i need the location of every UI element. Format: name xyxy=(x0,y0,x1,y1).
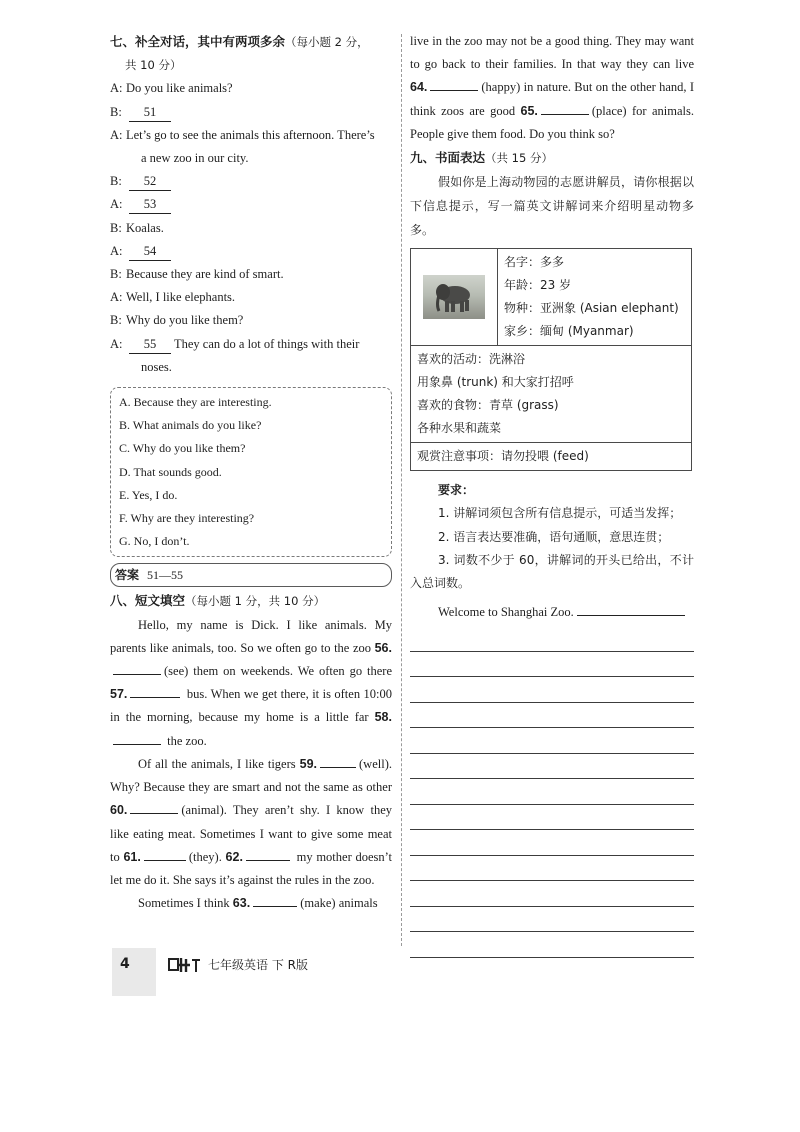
hint-61: (they). xyxy=(188,849,222,864)
section7-title: 七、补全对话，其中有两项多余 xyxy=(110,34,286,49)
dialogue-line xyxy=(110,170,392,193)
dialogue-text: Because they are kind of smart. xyxy=(126,267,284,282)
options-list xyxy=(119,391,383,553)
passage-paragraph-3 xyxy=(110,892,392,915)
speaker-label: B: xyxy=(110,220,122,235)
writing-start-text: Welcome to Shanghai Zoo. xyxy=(438,605,574,620)
writing-line[interactable] xyxy=(410,881,694,907)
writing-line[interactable] xyxy=(410,677,694,703)
info-age: 年龄：23 岁 xyxy=(504,278,572,293)
writing-line[interactable] xyxy=(410,652,694,678)
passage-text: They aren’t shy. I know they like eating meat. Sometimes I want to give some meat to xyxy=(110,803,392,864)
dialogue-line xyxy=(110,356,392,379)
passage-text: my mother doesn’t let me do it. She says it’s against the rules in the zoo. xyxy=(110,849,393,887)
section8-score-note: （每小题 1 分，共 10 分） xyxy=(185,594,326,609)
section7-score-note-cont xyxy=(110,54,392,77)
passage-text: Hello, my name is Dick. I like animals. My parents like animals, too. So we often go to the zoo xyxy=(110,617,392,655)
info-notice: 观赏注意事项：请勿投喂 (feed) xyxy=(417,449,589,464)
passage-text: the zoo. xyxy=(167,733,207,748)
column-divider xyxy=(401,34,402,946)
speaker-label: B: xyxy=(110,267,122,282)
writing-start-line xyxy=(410,601,694,624)
writing-line[interactable] xyxy=(410,805,694,831)
speaker-label: A: xyxy=(110,197,123,212)
question-59: 59. xyxy=(299,756,318,771)
passage-text: Of all the animals, I like tigers xyxy=(138,756,296,771)
writing-line[interactable] xyxy=(410,830,694,856)
speaker-label: B: xyxy=(110,313,122,328)
speaker-label: B: xyxy=(110,104,122,119)
habits-cell xyxy=(411,346,692,443)
question-58: 58. xyxy=(374,710,392,725)
passage-paragraph-2 xyxy=(110,753,392,892)
passage-text: Why? Because they are smart and not the same as other xyxy=(110,780,392,795)
option-item: F. Why are they interesting? xyxy=(119,511,255,526)
blank-60[interactable] xyxy=(130,813,178,814)
speaker-label: A: xyxy=(110,243,123,258)
dialogue-line xyxy=(110,193,392,216)
dialogue-blank-53[interactable]: 53 xyxy=(129,196,171,214)
hint-64: (happy) xyxy=(481,80,521,95)
hint-60: (animal). xyxy=(181,803,227,818)
dialogue-blank-51[interactable]: 51 xyxy=(129,104,171,122)
elephant-photo xyxy=(423,275,485,319)
writing-line[interactable] xyxy=(410,932,694,958)
question-63: 63. xyxy=(232,896,251,911)
photo-cell xyxy=(411,249,498,346)
publisher-logo xyxy=(168,956,202,978)
option-item: C. Why do you like them? xyxy=(119,441,246,456)
dialogue-line xyxy=(110,263,392,286)
dialogue-line xyxy=(110,147,392,170)
answer-bar xyxy=(110,563,392,587)
passage-continued xyxy=(410,30,694,146)
writing-line[interactable] xyxy=(410,703,694,729)
dialogue-line xyxy=(110,77,392,100)
passage-text: animals. People give them food. Do you think so? xyxy=(410,103,694,141)
requirement-2: 2. 语言表达要准确，语句通顺，意思连贯； xyxy=(438,529,670,544)
dialogue xyxy=(110,77,392,379)
passage-paragraph-1 xyxy=(110,614,392,753)
requirement-3: 3. 词数不少于 60，讲解词的开头已给出，不计入总词数。 xyxy=(410,552,694,591)
section8-title: 八、短文填空 xyxy=(110,593,186,609)
option-item: A. Because they are interesting. xyxy=(119,395,272,410)
dialogue-blank-52[interactable]: 52 xyxy=(129,173,171,191)
blank-56[interactable] xyxy=(113,674,161,675)
dialogue-line xyxy=(110,124,392,147)
passage-text: Sometimes I think xyxy=(138,896,230,911)
dialogue-blank-55[interactable]: 55 xyxy=(129,336,171,354)
hint-65: (place) for xyxy=(591,103,647,118)
section7-score-note: （每小题 2 分， xyxy=(285,35,369,49)
dialogue-text: They can do a lot of things with their xyxy=(174,336,360,351)
book-title: 七年级英语 下 R版 xyxy=(208,958,308,972)
speaker-label: A: xyxy=(110,81,123,96)
dialogue-blank-54[interactable]: 54 xyxy=(129,243,171,261)
speaker-label: A: xyxy=(110,336,123,351)
info-food-1: 喜欢的食物：青草 (grass) xyxy=(417,398,559,413)
notice-cell xyxy=(411,443,692,471)
info-table xyxy=(410,248,692,471)
blank-58[interactable] xyxy=(113,744,161,745)
page-footer xyxy=(112,948,412,996)
blank-64[interactable] xyxy=(430,90,478,91)
info-activity-2: 用象鼻 (trunk) 和大家打招呼 xyxy=(417,375,574,390)
dialogue-text: Well, I like elephants. xyxy=(126,290,236,305)
question-56: 56. xyxy=(374,640,392,655)
passage-text: in nature. But on the other hand, I think zoos are good xyxy=(410,80,695,118)
page-tab xyxy=(112,948,156,996)
hint-59: (well). xyxy=(359,756,392,771)
section9-title: 九、书面表达 xyxy=(410,150,486,166)
blank-62[interactable] xyxy=(246,860,290,861)
section9-heading xyxy=(410,146,694,170)
section7-heading xyxy=(110,30,392,54)
section9-intro: 假如你是上海动物园的志愿讲解员，请你根据以下信息提示，写一篇英文讲解词来介绍明星动物多多。 xyxy=(410,175,694,238)
option-item: E. Yes, I do. xyxy=(119,487,178,502)
right-column xyxy=(410,30,694,958)
dialogue-line xyxy=(110,217,392,240)
blank-57[interactable] xyxy=(130,697,180,698)
dialogue-line xyxy=(110,101,392,124)
page-number: 4 xyxy=(120,956,130,972)
dialogue-text: a new zoo in our city. xyxy=(141,151,249,166)
hint-63: (make) animals xyxy=(300,896,378,911)
info-activity-1: 喜欢的活动：洗淋浴 xyxy=(417,352,526,367)
requirement-1: 1. 讲解词须包含所有信息提示，可适当发挥； xyxy=(438,506,682,521)
question-57: 57. xyxy=(110,687,128,702)
writing-area[interactable] xyxy=(410,626,694,958)
writing-line[interactable] xyxy=(410,626,694,652)
dialogue-text: Let’s go to see the animals this afternoon. There’s xyxy=(126,127,375,142)
option-item: B. What animals do you like? xyxy=(119,418,262,433)
dialogue-line xyxy=(110,333,392,356)
blank-59[interactable] xyxy=(320,767,356,768)
basic-info-cell xyxy=(498,249,692,346)
question-60: 60. xyxy=(110,803,128,818)
info-food-2: 各种水果和蔬菜 xyxy=(417,421,502,436)
speaker-label: A: xyxy=(110,290,123,305)
dialogue-text: Do you like animals? xyxy=(126,81,233,96)
left-column xyxy=(110,30,392,915)
writing-line[interactable] xyxy=(410,728,694,754)
answer-range: 51—55 xyxy=(147,567,184,582)
question-61: 61. xyxy=(123,849,141,864)
requirements-title: 要求： xyxy=(438,483,475,498)
passage-text: bus. When we get there, it is often 10:00 in the morning, because my home is a little far xyxy=(110,687,393,725)
question-64: 64. xyxy=(410,80,428,95)
dialogue-line xyxy=(110,240,392,263)
elephant-icon xyxy=(423,275,485,319)
writing-line[interactable] xyxy=(410,779,694,805)
dialogue-line xyxy=(110,309,392,332)
dialogue-text: noses. xyxy=(141,359,172,374)
passage-text: live in the zoo may not be a good thing. They may want to go back to their families. In that way they can live xyxy=(410,34,694,72)
option-item: D. That sounds good. xyxy=(119,464,222,479)
section8-heading xyxy=(110,589,392,613)
writing-line[interactable] xyxy=(410,754,694,780)
dialogue-text: Koalas. xyxy=(126,220,164,235)
section7-score-note-2: 共 10 分） xyxy=(125,58,182,73)
option-item: G. No, I don’t. xyxy=(119,534,190,549)
answer-label: 答案 xyxy=(115,567,140,582)
info-name: 名字：多多 xyxy=(504,255,565,270)
dialogue-text: Why do you like them? xyxy=(126,313,244,328)
question-62: 62. xyxy=(225,849,243,864)
info-home: 家乡：缅甸 (Myanmar) xyxy=(504,324,634,339)
blank-63[interactable] xyxy=(253,906,297,907)
passage-text: them on weekends. We often go there xyxy=(193,664,392,679)
writing-line[interactable] xyxy=(410,907,694,933)
options-box xyxy=(110,387,392,557)
writing-line[interactable] xyxy=(410,856,694,882)
section9-score-note: （共 15 分） xyxy=(485,151,553,166)
publisher-logo-icon xyxy=(168,956,202,974)
writing-blank-first[interactable] xyxy=(577,615,685,616)
question-65: 65. xyxy=(520,103,538,118)
hint-56: (see) xyxy=(164,664,189,679)
speaker-label: A: xyxy=(110,127,123,142)
info-species: 物种：亚洲象 (Asian elephant) xyxy=(504,301,679,316)
speaker-label: B: xyxy=(110,174,122,189)
blank-65[interactable] xyxy=(541,114,589,115)
blank-61[interactable] xyxy=(144,860,186,861)
dialogue-line xyxy=(110,286,392,309)
